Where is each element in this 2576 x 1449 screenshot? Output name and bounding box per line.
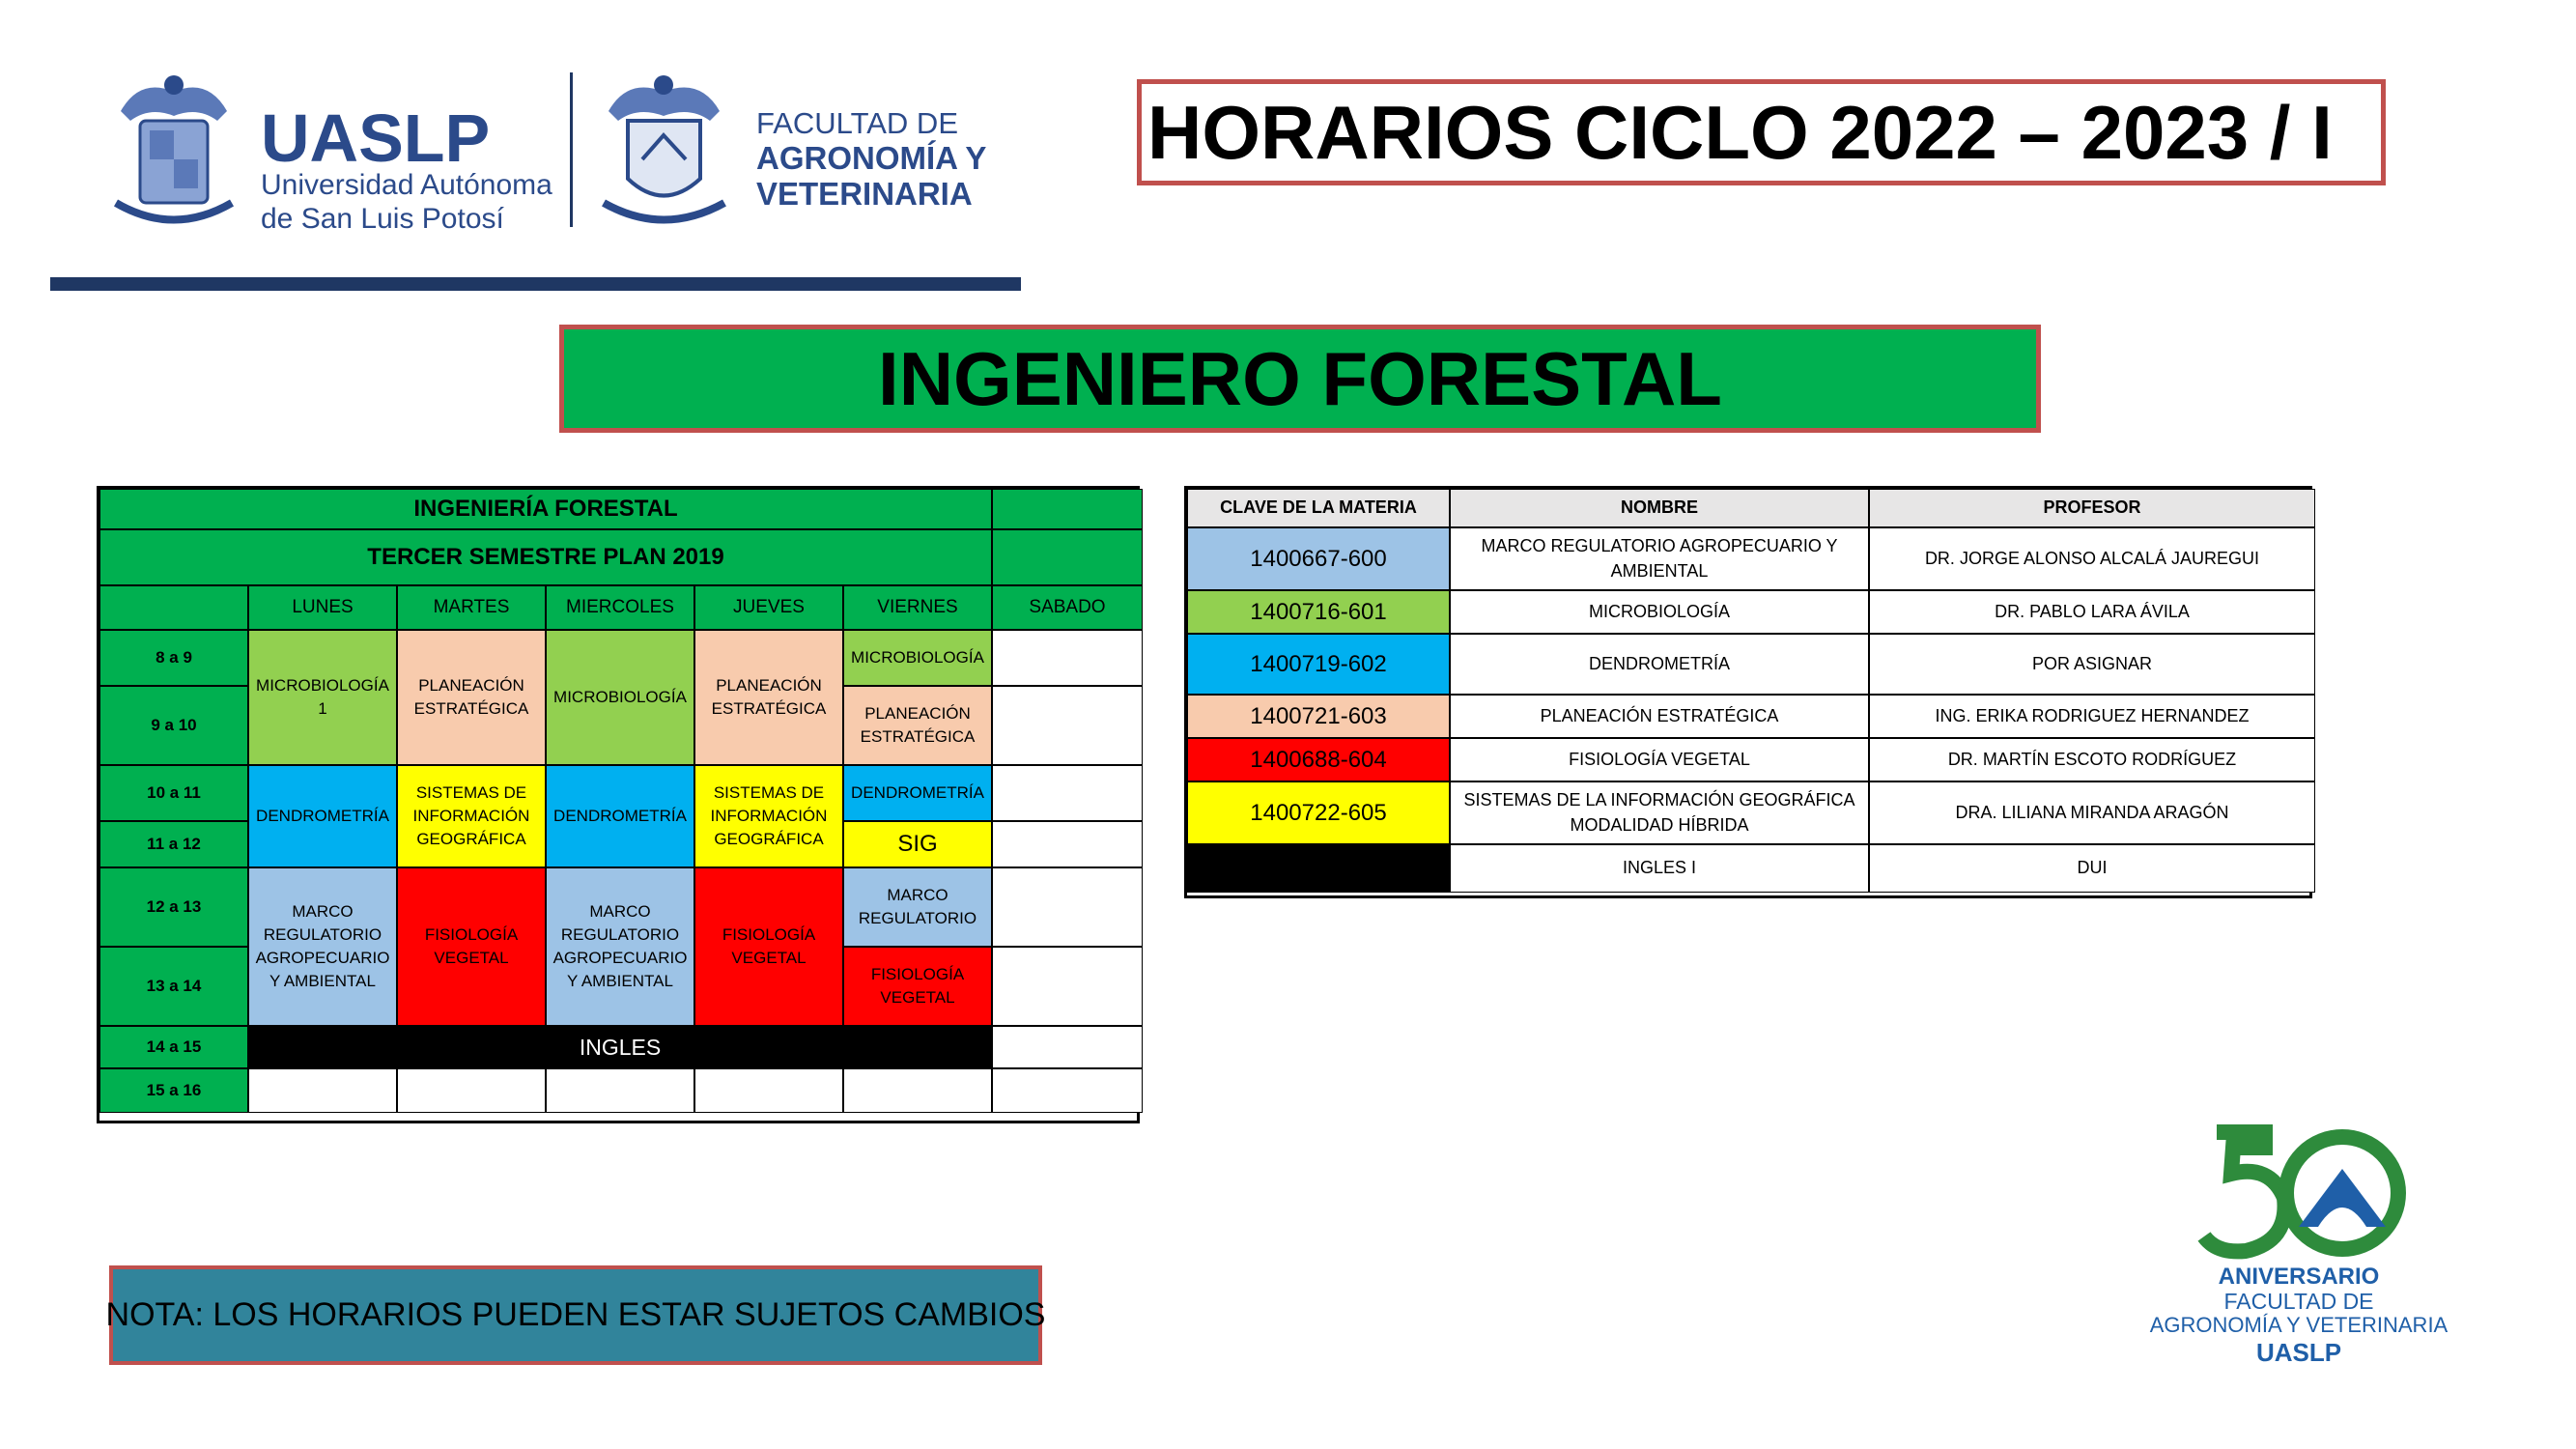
day-header: VIERNES	[843, 585, 992, 630]
day-header: SABADO	[992, 585, 1143, 630]
subject-code	[1187, 844, 1450, 893]
page-title: HORARIOS CICLO 2022 – 2023 / I	[1137, 79, 2386, 185]
logo-divider	[570, 72, 573, 227]
column-header: NOMBRE	[1450, 489, 1869, 527]
hour-label: 15 a 16	[99, 1068, 248, 1113]
subject-professor: ING. ERIKA RODRIGUEZ HERNANDEZ	[1869, 695, 2315, 738]
subject-code: 1400719-602	[1187, 634, 1450, 695]
schedule-table	[97, 486, 1140, 1123]
hour-label: 11 a 12	[99, 821, 248, 867]
empty-cell	[397, 1068, 546, 1113]
class-block-planeacion: PLANEACIÓN ESTRATÉGICA	[397, 630, 546, 765]
class-block-marco-regulatorio: MARCO REGULATORIO AGROPECUARIO Y AMBIENTAL	[248, 867, 397, 1026]
schedule-subtitle-blank-cell	[992, 529, 1143, 585]
subject-name: MARCO REGULATORIO AGROPECUARIO Y AMBIENTAL	[1450, 527, 1869, 590]
empty-cell	[694, 1068, 843, 1113]
hour-label: 12 a 13	[99, 867, 248, 947]
empty-cell	[992, 630, 1143, 686]
subject-name: SISTEMAS DE LA INFORMACIÓN GEOGRÁFICA MODALIDAD HÍBRIDA	[1450, 781, 1869, 844]
class-block-microbiologia: MICROBIOLOGÍA 1	[248, 630, 397, 765]
empty-cell	[992, 867, 1143, 947]
day-header: JUEVES	[694, 585, 843, 630]
empty-cell	[992, 1068, 1143, 1113]
anniversary-line3: AGRONOMÍA Y VETERINARIA	[2149, 1313, 2449, 1337]
header-rule	[50, 277, 1021, 291]
class-block-fisiologia: FISIOLOGÍA VEGETAL	[397, 867, 546, 1026]
faculty-eagle-shield-icon	[594, 68, 734, 232]
class-block-sig: SIG	[843, 821, 992, 867]
column-header: CLAVE DE LA MATERIA	[1187, 489, 1450, 527]
hour-label: 10 a 11	[99, 765, 248, 821]
uaslp-name-line2: de San Luis Potosí	[261, 203, 504, 235]
class-block-marco-regulatorio: MARCO REGULATORIO AGROPECUARIO Y AMBIENTAL	[546, 867, 694, 1026]
program-banner: INGENIERO FORESTAL	[559, 325, 2041, 433]
uaslp-acronym: UASLP	[261, 100, 491, 176]
uaslp-name-line1: Universidad Autónoma	[261, 169, 552, 201]
subject-name: DENDROMETRÍA	[1450, 634, 1869, 695]
class-block-sig: SISTEMAS DE INFORMACIÓN GEOGRÁFICA	[694, 765, 843, 867]
subject-professor: DR. PABLO LARA ÁVILA	[1869, 590, 2315, 634]
class-block-dendrometria: DENDROMETRÍA	[248, 765, 397, 867]
class-block-dendrometria: DENDROMETRÍA	[546, 765, 694, 867]
empty-cell	[248, 1068, 397, 1113]
subject-code: 1400716-601	[1187, 590, 1450, 634]
subject-name: FISIOLOGÍA VEGETAL	[1450, 738, 1869, 781]
anniversary-line1: ANIVERSARIO	[2218, 1264, 2380, 1290]
class-block-microbiologia: MICROBIOLOGÍA	[843, 630, 992, 686]
class-block-sig: SISTEMAS DE INFORMACIÓN GEOGRÁFICA	[397, 765, 546, 867]
anniversary-line2: FACULTAD DE	[2223, 1289, 2374, 1314]
hour-label: 8 a 9	[99, 630, 248, 686]
empty-cell	[992, 686, 1143, 765]
subject-name: PLANEACIÓN ESTRATÉGICA	[1450, 695, 1869, 738]
subject-professor: DUI	[1869, 844, 2315, 893]
subject-name: INGLES I	[1450, 844, 1869, 893]
class-block-microbiologia: MICROBIOLOGÍA	[546, 630, 694, 765]
subject-professor: POR ASIGNAR	[1869, 634, 2315, 695]
faculty-name-line3: VETERINARIA	[756, 176, 973, 212]
class-block-fisiologia: FISIOLOGÍA VEGETAL	[694, 867, 843, 1026]
subject-professor: DR. MARTÍN ESCOTO RODRÍGUEZ	[1869, 738, 2315, 781]
subject-code: 1400688-604	[1187, 738, 1450, 781]
anniversary-logo	[2125, 1121, 2473, 1372]
empty-cell	[992, 765, 1143, 821]
class-block-ingles: INGLES	[248, 1026, 992, 1068]
day-header: LUNES	[248, 585, 397, 630]
class-block-planeacion: PLANEACIÓN ESTRATÉGICA	[843, 686, 992, 765]
class-block-fisiologia: FISIOLOGÍA VEGETAL	[843, 947, 992, 1026]
class-block-dendrometria: DENDROMETRÍA	[843, 765, 992, 821]
corner-cell	[99, 585, 248, 630]
empty-cell	[546, 1068, 694, 1113]
empty-cell	[843, 1068, 992, 1113]
hour-label: 14 a 15	[99, 1026, 248, 1068]
subject-name: MICROBIOLOGÍA	[1450, 590, 1869, 634]
empty-cell	[992, 947, 1143, 1026]
hour-label: 13 a 14	[99, 947, 248, 1026]
faculty-name-line1: FACULTAD DE	[756, 106, 958, 140]
class-block-planeacion: PLANEACIÓN ESTRATÉGICA	[694, 630, 843, 765]
empty-cell	[992, 1026, 1143, 1068]
uaslp-logo	[101, 68, 555, 235]
subject-professor: DR. JORGE ALONSO ALCALÁ JAUREGUI	[1869, 527, 2315, 590]
faculty-name-line2: AGRONOMÍA Y	[756, 140, 987, 176]
subject-code: 1400721-603	[1187, 695, 1450, 738]
day-header: MARTES	[397, 585, 546, 630]
schedule-title: INGENIERÍA FORESTAL	[99, 489, 992, 529]
subject-code: 1400722-605	[1187, 781, 1450, 844]
hour-label: 9 a 10	[99, 686, 248, 765]
faculty-logo	[594, 68, 1000, 232]
subject-professor: DRA. LILIANA MIRANDA ARAGÓN	[1869, 781, 2315, 844]
empty-cell	[992, 821, 1143, 867]
uaslp-eagle-shield-icon	[101, 68, 246, 232]
anniversary-line4: UASLP	[2255, 1338, 2342, 1367]
schedule-title-blank-cell	[992, 489, 1143, 529]
fifty-anniversary-icon	[2125, 1121, 2473, 1265]
schedule-subtitle: TERCER SEMESTRE PLAN 2019	[99, 529, 992, 585]
subjects-table	[1184, 486, 2312, 898]
column-header: PROFESOR	[1869, 489, 2315, 527]
subject-code: 1400667-600	[1187, 527, 1450, 590]
schedule-note: NOTA: LOS HORARIOS PUEDEN ESTAR SUJETOS CAMBIOS	[109, 1265, 1042, 1365]
day-header: MIERCOLES	[546, 585, 694, 630]
class-block-marco-regulatorio: MARCO REGULATORIO	[843, 867, 992, 947]
